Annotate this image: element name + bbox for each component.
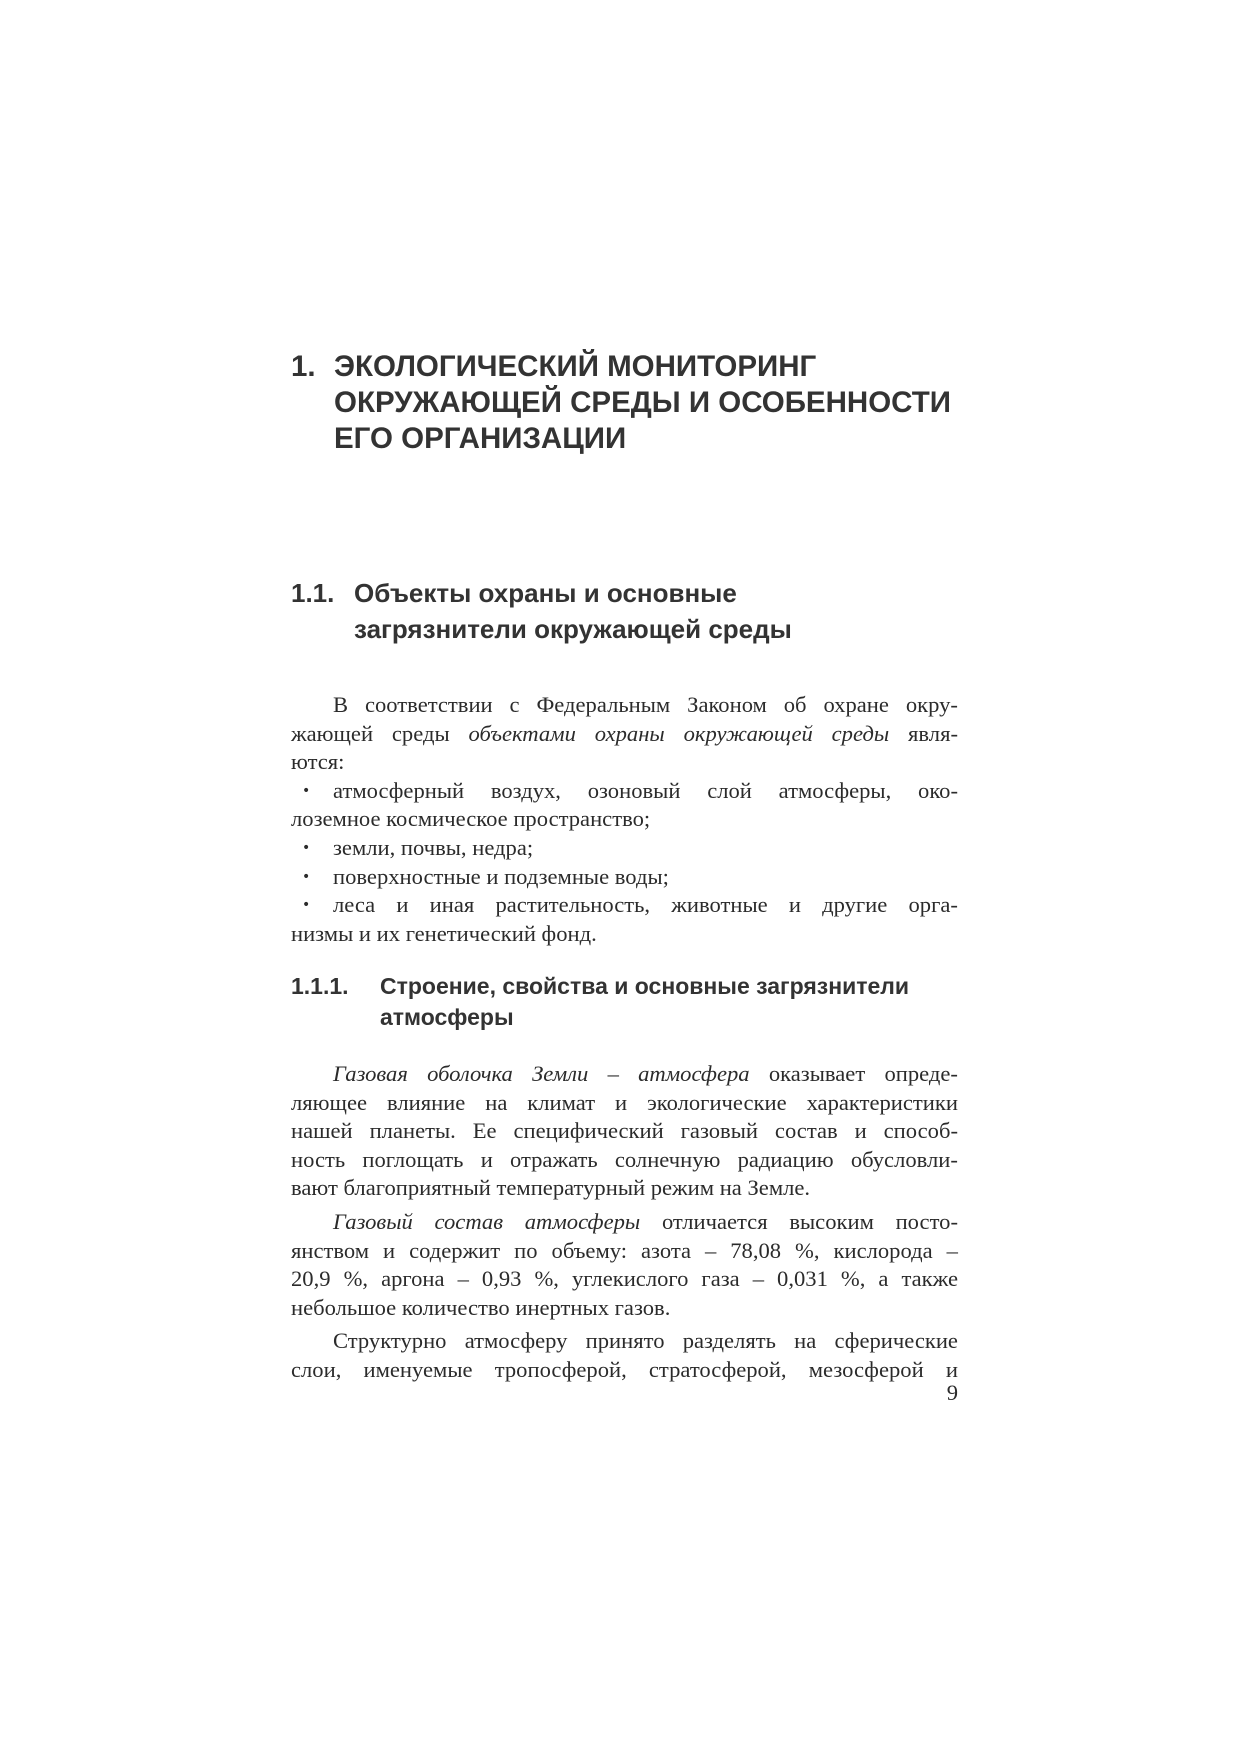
word: способ- [883, 1118, 958, 1144]
word: слои, [291, 1356, 342, 1382]
para2-line-2 [291, 1237, 958, 1266]
word: с [509, 692, 520, 717]
word: специфический [513, 1118, 664, 1144]
word: животные [671, 892, 768, 918]
word: Земли [532, 1061, 589, 1086]
bullet-item-2 [291, 834, 958, 863]
word: оказывает [768, 1061, 866, 1086]
word: другие [822, 892, 888, 918]
para1-line-4 [291, 1146, 958, 1175]
word: об [783, 692, 807, 717]
word: леса [333, 892, 376, 918]
bullet-icon: • [302, 868, 311, 885]
word: газа [701, 1266, 740, 1292]
word: обусловли- [850, 1146, 958, 1172]
word: 0,031 [777, 1266, 828, 1292]
word: разделять [682, 1328, 776, 1354]
word: Ее [472, 1118, 497, 1144]
word: посто- [895, 1208, 958, 1234]
word: стратосферой, [648, 1356, 787, 1382]
word: на [794, 1328, 817, 1354]
intro-line-3: ются: [291, 749, 345, 775]
word: газовый [680, 1118, 758, 1144]
word: климат [527, 1089, 596, 1115]
word: отличается [661, 1208, 768, 1234]
word: мезосферой [808, 1356, 924, 1382]
para3-line-1 [291, 1327, 958, 1356]
word: поглощать [362, 1146, 464, 1172]
word: сферические [834, 1328, 958, 1354]
word: также [901, 1266, 958, 1292]
word: – [457, 1266, 469, 1292]
bullet-item-1-line-2: лоземное космическое пространство; [291, 806, 651, 832]
word: слой [707, 777, 752, 803]
para1-line-1 [291, 1060, 958, 1089]
word: и [854, 1118, 867, 1144]
para1-line-5: вают благоприятный температурный режим на Земле. [291, 1175, 811, 1201]
word: нашей [291, 1118, 353, 1144]
word: оболочка [427, 1061, 513, 1086]
word: соответствии [364, 692, 493, 717]
word: янством [291, 1237, 370, 1263]
word: радиацию [737, 1146, 834, 1172]
subsection-title-line-2: атмосферы [380, 1004, 514, 1030]
word: атмосферу [464, 1328, 568, 1354]
word: экологические [647, 1089, 787, 1115]
word: – [704, 1237, 717, 1263]
word: атмосферы [524, 1208, 641, 1234]
bullet-icon: • [302, 839, 311, 856]
word: Законом [687, 692, 767, 717]
word: среды [391, 720, 450, 746]
word: атмосферы, [778, 777, 892, 803]
word: кислорода [833, 1237, 933, 1263]
word: ляющее [291, 1089, 368, 1115]
word: влияние [386, 1089, 466, 1115]
word: тропосферой, [494, 1356, 627, 1382]
word: и [615, 1089, 628, 1115]
subsection-heading [291, 971, 958, 1033]
word: жающей [291, 720, 374, 746]
bullet-item-1-text [333, 777, 958, 806]
word: характеристики [806, 1089, 958, 1115]
bullet-item-2-text: земли, почвы, недра; [333, 834, 534, 860]
word: охране [823, 692, 889, 717]
bullet-item-4-text [333, 891, 958, 920]
word: азота [641, 1237, 691, 1263]
bullet-item-4-line-2: низмы и их генетический фонд. [291, 920, 597, 946]
word: ность [291, 1146, 346, 1172]
word: содержит [409, 1237, 501, 1263]
word: – [607, 1061, 619, 1086]
bullet-item-3 [291, 863, 958, 892]
word: опреде- [884, 1061, 958, 1086]
chapter-number: 1. [291, 350, 316, 383]
intro-line-1 [291, 691, 958, 720]
section-title-line-2: загрязнители окружающей среды [354, 614, 792, 644]
atmosphere-text-block [291, 1060, 958, 1385]
word: – [752, 1266, 764, 1292]
word: высоким [789, 1208, 874, 1234]
word: воздух, [490, 777, 561, 803]
intro-text-block [291, 691, 958, 948]
word: озоновый [587, 777, 681, 803]
word: отражать [509, 1146, 598, 1172]
book-page [291, 0, 958, 1755]
bullet-icon: • [302, 782, 311, 799]
word: %, [534, 1266, 559, 1292]
word: растительность, [495, 892, 651, 918]
word: 78,08 [730, 1237, 782, 1263]
para1-line-3 [291, 1117, 958, 1146]
section-title-line-1: Объекты охраны и основные [354, 578, 737, 608]
word: 20,9 [291, 1266, 331, 1292]
para2-line-4: небольшое количество инертных газов. [291, 1294, 671, 1320]
word: атмосфера [638, 1061, 750, 1086]
word: %, [840, 1266, 866, 1292]
bullet-item-1-line-1 [291, 777, 958, 806]
word: солнечную [614, 1146, 721, 1172]
bullet-icon: • [302, 897, 311, 914]
word: 0,93 [481, 1266, 522, 1292]
word: орга- [908, 892, 958, 918]
word: Газовая [333, 1061, 408, 1086]
para2-line-1 [291, 1208, 958, 1237]
word: углекислого [572, 1266, 689, 1292]
word: %, [343, 1266, 369, 1292]
word: иная [429, 892, 475, 918]
bullet-item-4-line-1 [291, 891, 958, 920]
word: именуемые [363, 1356, 473, 1382]
subsection-number: 1.1.1. [291, 973, 349, 999]
section-heading [291, 575, 958, 647]
word: Газовый [333, 1208, 413, 1234]
word: и [480, 1146, 493, 1172]
word: В [333, 692, 349, 717]
subsection-title-line-1: Строение, свойства и основные загрязнители [380, 973, 910, 999]
word: состав [774, 1118, 838, 1144]
chapter-title-line-2: ОКРУЖАЮЩЕЙ СРЕДЫ И ОСОБЕННОСТИ [334, 386, 951, 419]
word: состав [434, 1208, 504, 1234]
page-number: 9 [946, 1380, 958, 1405]
word: и [396, 892, 409, 918]
word: а [878, 1266, 889, 1292]
word: явля- [908, 720, 958, 746]
word: Федеральным [536, 692, 671, 717]
word: %, [795, 1237, 820, 1263]
para3-line-2 [291, 1356, 958, 1385]
para2-line-3 [291, 1265, 958, 1294]
word: окру- [905, 692, 958, 717]
chapter-heading [291, 349, 958, 457]
para1-line-2 [291, 1089, 958, 1118]
word: аргона [381, 1266, 445, 1292]
word: по [514, 1237, 538, 1263]
word: объектами [468, 720, 576, 746]
word: принято [585, 1328, 665, 1354]
bullet-item-3-text: поверхностные и подземные воды; [333, 863, 669, 889]
word: – [946, 1237, 958, 1263]
word: око- [918, 777, 958, 803]
word: и [383, 1237, 396, 1263]
word: на [485, 1089, 508, 1115]
word: окружающей [683, 720, 813, 746]
chapter-title-line-1: ЭКОЛОГИЧЕСКИЙ МОНИТОРИНГ [334, 350, 817, 383]
chapter-title-line-3: ЕГО ОРГАНИЗАЦИИ [334, 422, 627, 455]
section-number: 1.1. [291, 578, 335, 608]
word: и [788, 892, 801, 918]
word: атмосферный [333, 777, 465, 803]
word: охраны [594, 720, 665, 746]
word: планеты. [369, 1118, 456, 1144]
word: среды [831, 720, 890, 746]
word: и [945, 1356, 958, 1382]
intro-line-2 [291, 720, 958, 749]
word: объему: [551, 1237, 628, 1263]
word: Структурно [333, 1328, 447, 1354]
